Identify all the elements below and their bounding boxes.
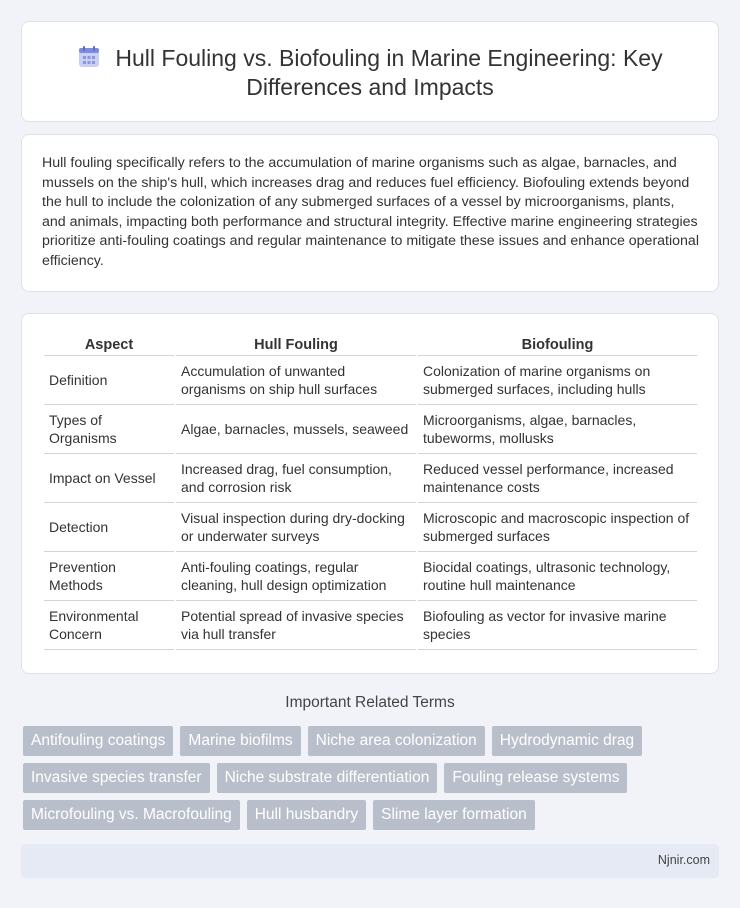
cell-hull-fouling: Potential spread of invasive species via hull transfer <box>176 601 416 650</box>
intro-card <box>21 134 719 292</box>
comparison-table-card <box>21 313 719 674</box>
cell-biofouling: Reduced vessel performance, increased maintenance costs <box>418 454 697 503</box>
comparison-table <box>42 334 699 650</box>
table-row <box>44 356 697 405</box>
title-card <box>21 21 719 122</box>
cell-biofouling: Microscopic and macroscopic inspection of submerged surfaces <box>418 503 697 552</box>
cell-aspect: Prevention Methods <box>44 552 174 601</box>
cell-biofouling: Microorganisms, algae, barnacles, tubeworms, mollusks <box>418 405 697 454</box>
table-row <box>44 601 697 650</box>
table-row <box>44 454 697 503</box>
table-row <box>44 552 697 601</box>
cell-biofouling: Biocidal coatings, ultrasonic technology, routine hull maintenance <box>418 552 697 601</box>
related-term-tag[interactable]: Fouling release systems <box>444 763 627 793</box>
related-terms-heading: Important Related Terms <box>285 694 455 711</box>
related-term-tag[interactable]: Slime layer formation <box>373 800 535 830</box>
related-term-tag[interactable]: Microfouling vs. Macrofouling <box>23 800 240 830</box>
cell-biofouling: Biofouling as vector for invasive marine species <box>418 601 697 650</box>
related-term-tag[interactable]: Hydrodynamic drag <box>492 726 642 756</box>
related-term-tag[interactable]: Hull husbandry <box>247 800 366 830</box>
cell-aspect: Impact on Vessel <box>44 454 174 503</box>
page-title-wrap <box>22 44 718 102</box>
footer <box>21 844 719 878</box>
related-term-tag[interactable]: Invasive species transfer <box>23 763 210 793</box>
intro-paragraph: Hull fouling specifically refers to the accumulation of marine organisms such as algae, barnacles, and mussels on the ship's hull, which increases drag and reduces fuel efficiency. Biofouling extends beyond the hull to include the colonization of any submerged surfaces of a vessel by microorganisms, plants, and animals, impacting both performance and structural integrity. Effective marine engineering strategies prioritize anti-fouling coatings and regular maintenance to mitigate these issues and enhance operational efficiency. <box>42 155 699 269</box>
related-term-tag[interactable]: Marine biofilms <box>180 726 300 756</box>
cell-hull-fouling: Accumulation of unwanted organisms on ship hull surfaces <box>176 356 416 405</box>
header-aspect: Aspect <box>44 334 174 356</box>
cell-aspect: Detection <box>44 503 174 552</box>
table-row <box>44 405 697 454</box>
cell-hull-fouling: Algae, barnacles, mussels, seaweed <box>176 405 416 454</box>
table-row <box>44 503 697 552</box>
header-biofouling: Biofouling <box>418 334 697 356</box>
cell-hull-fouling: Anti-fouling coatings, regular cleaning, hull design optimization <box>176 552 416 601</box>
calendar-icon <box>77 45 101 69</box>
footer-site-link[interactable]: Njnir.com <box>657 853 710 867</box>
related-term-tag[interactable]: Antifouling coatings <box>23 726 173 756</box>
related-term-tag[interactable]: Niche substrate differentiation <box>217 763 438 793</box>
cell-aspect: Environmental Concern <box>44 601 174 650</box>
related-term-tag[interactable]: Niche area colonization <box>308 726 485 756</box>
table-header-row <box>44 334 697 356</box>
cell-hull-fouling: Increased drag, fuel consumption, and corrosion risk <box>176 454 416 503</box>
related-terms-list <box>23 726 713 830</box>
cell-aspect: Definition <box>44 356 174 405</box>
header-hull-fouling: Hull Fouling <box>176 334 416 356</box>
cell-hull-fouling: Visual inspection during dry-docking or underwater surveys <box>176 503 416 552</box>
cell-biofouling: Colonization of marine organisms on submerged surfaces, including hulls <box>418 356 697 405</box>
page-title: Hull Fouling vs. Biofouling in Marine Engineering: Key Differences and Impacts <box>115 45 663 100</box>
cell-aspect: Types of Organisms <box>44 405 174 454</box>
